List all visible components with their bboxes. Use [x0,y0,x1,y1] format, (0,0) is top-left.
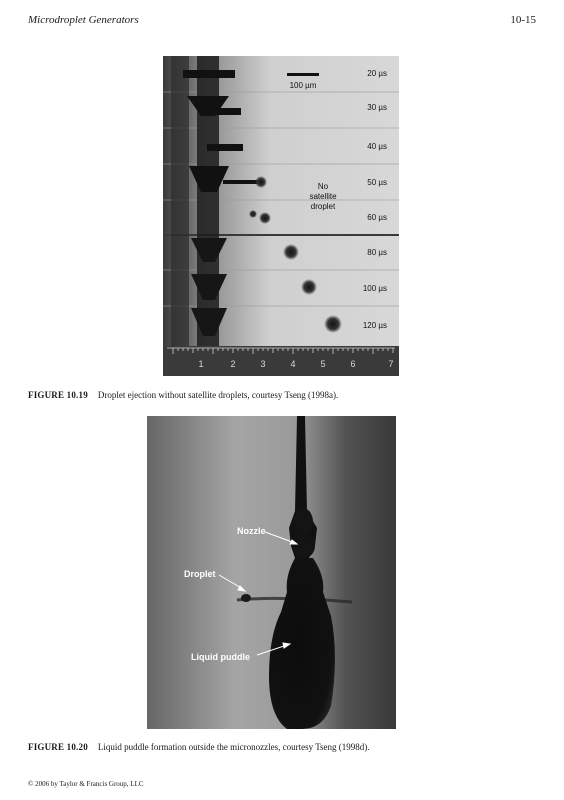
figure-liquid-puddle [147,416,396,729]
caption-text: Liquid puddle formation outside the micronozzles, courtesy Tseng (1998d). [97,742,370,752]
time-label-60: 60 µs [367,213,387,222]
running-title: Microdroplet Generators [28,14,139,26]
time-label-120: 120 µs [362,321,387,330]
annotation-line-1: No [317,182,329,191]
caption-text: Droplet ejection without satellite droplets, courtesy Tseng (1998a). [97,390,339,400]
ruler-number-1: 1 [198,359,204,369]
annotation-line-2: satellite [309,192,337,201]
copyright-footer: © 2006 by Taylor & Francis Group, LLC [28,780,144,788]
label-liquid-puddle: Liquid puddle [191,652,250,662]
time-label-100: 100 µs [362,284,387,293]
time-label-40: 40 µs [367,142,387,151]
scale-bar [287,73,319,76]
label-nozzle: Nozzle [237,526,266,536]
time-label-30: 30 µs [367,103,387,112]
caption-label: FIGURE 10.20 [28,742,88,752]
ruler-number-6: 6 [350,359,356,369]
scale-label: 100 µm [289,81,317,90]
time-label-80: 80 µs [367,248,387,257]
caption-label: FIGURE 10.19 [28,390,88,400]
figure-caption-10-19 [28,390,338,400]
label-droplet: Droplet [184,569,216,579]
annotation-line-3: droplet [310,202,336,211]
running-head [28,14,536,32]
time-label-50: 50 µs [367,178,387,187]
ruler-number-3: 3 [260,359,266,369]
liquid-puddle-micrograph [147,416,396,729]
ruler-number-2: 2 [230,359,236,369]
ruler-number-5: 5 [320,359,326,369]
droplet-sequence-micrograph [163,56,399,376]
figure-caption-10-20 [28,742,370,752]
ruler-number-7: 7 [388,359,394,369]
time-label-20: 20 µs [367,69,387,78]
ruler-number-4: 4 [290,359,296,369]
figure-droplet-ejection-sequence [163,56,399,376]
page-number: 10-15 [510,14,536,26]
